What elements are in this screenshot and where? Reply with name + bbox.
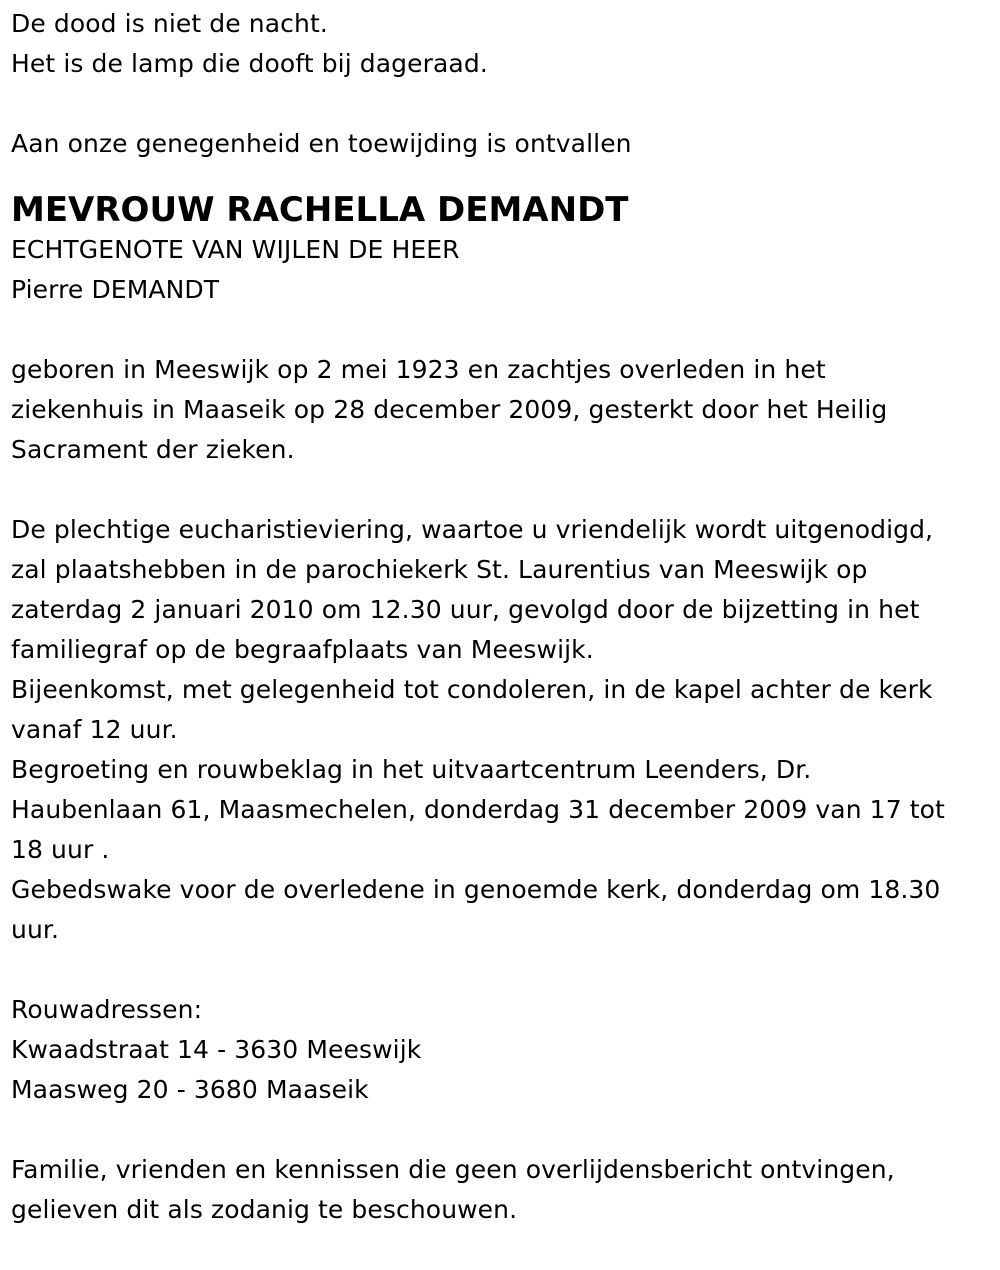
spacer [11,84,996,124]
address-line: Kwaadstraat 14 - 3630 Meeswijk [11,1035,422,1064]
paragraph-line: uur. [11,915,60,944]
ceremony-paragraph [11,510,996,670]
vigil-paragraph [11,870,996,950]
paragraph-line: Bijeenkomst, met gelegenheid tot condoleren, in de kapel achter de kerk [11,675,933,704]
paragraph-line: zal plaatshebben in de parochiekerk St. Laurentius van Meeswijk op [11,555,868,584]
paragraph-line: Sacrament der zieken. [11,435,295,464]
relation-text: ECHTGENOTE VAN WIJLEN DE HEER [11,235,460,264]
deceased-name: MEVROUW RACHELLA DEMANDT [11,190,629,230]
obituary-notice [11,4,996,1230]
spouse-name: Pierre DEMANDT [11,275,220,304]
poem-line-2: Het is de lamp die dooft bij dageraad. [11,49,488,78]
gathering-paragraph [11,670,996,750]
addresses-heading: Rouwadressen: [11,995,203,1024]
paragraph-line: ziekenhuis in Maaseik op 28 december 2009, gesterkt door het Heilig [11,395,888,424]
paragraph-line: De plechtige eucharistieviering, waartoe u vriendelijk wordt uitgenodigd, [11,515,934,544]
paragraph-line: familiegraf op de begraafplaats van Meeswijk. [11,635,594,664]
relation-block [11,230,996,310]
paragraph-line: Gebedswake voor de overledene in genoemde kerk, donderdag om 18.30 [11,875,941,904]
addresses-block [11,990,996,1110]
address-line: Maasweg 20 - 3680 Maaseik [11,1075,369,1104]
paragraph-line: Begroeting en rouwbeklag in het uitvaartcentrum Leenders, Dr. [11,755,812,784]
spacer [11,310,996,350]
viewing-paragraph [11,750,996,870]
paragraph-line: zaterdag 2 januari 2010 om 12.30 uur, gevolgd door de bijzetting in het [11,595,920,624]
paragraph-line: 18 uur . [11,835,110,864]
paragraph-line: Familie, vrienden en kennissen die geen overlijdensbericht ontvingen, [11,1155,895,1184]
closing-paragraph [11,1150,996,1230]
spacer [11,470,996,510]
paragraph-line: geboren in Meeswijk op 2 mei 1923 en zachtjes overleden in het [11,355,826,384]
paragraph-line: Haubenlaan 61, Maasmechelen, donderdag 31 december 2009 van 17 tot [11,795,945,824]
poem [11,4,996,84]
poem-line-1: De dood is niet de nacht. [11,9,328,38]
paragraph-line: vanaf 12 uur. [11,715,178,744]
paragraph-line: gelieven dit als zodanig te beschouwen. [11,1195,518,1224]
intro-text: Aan onze genegenheid en toewijding is ontvallen [11,129,632,158]
spacer [11,1110,996,1150]
birth-death-paragraph [11,350,996,470]
spacer [11,950,996,990]
